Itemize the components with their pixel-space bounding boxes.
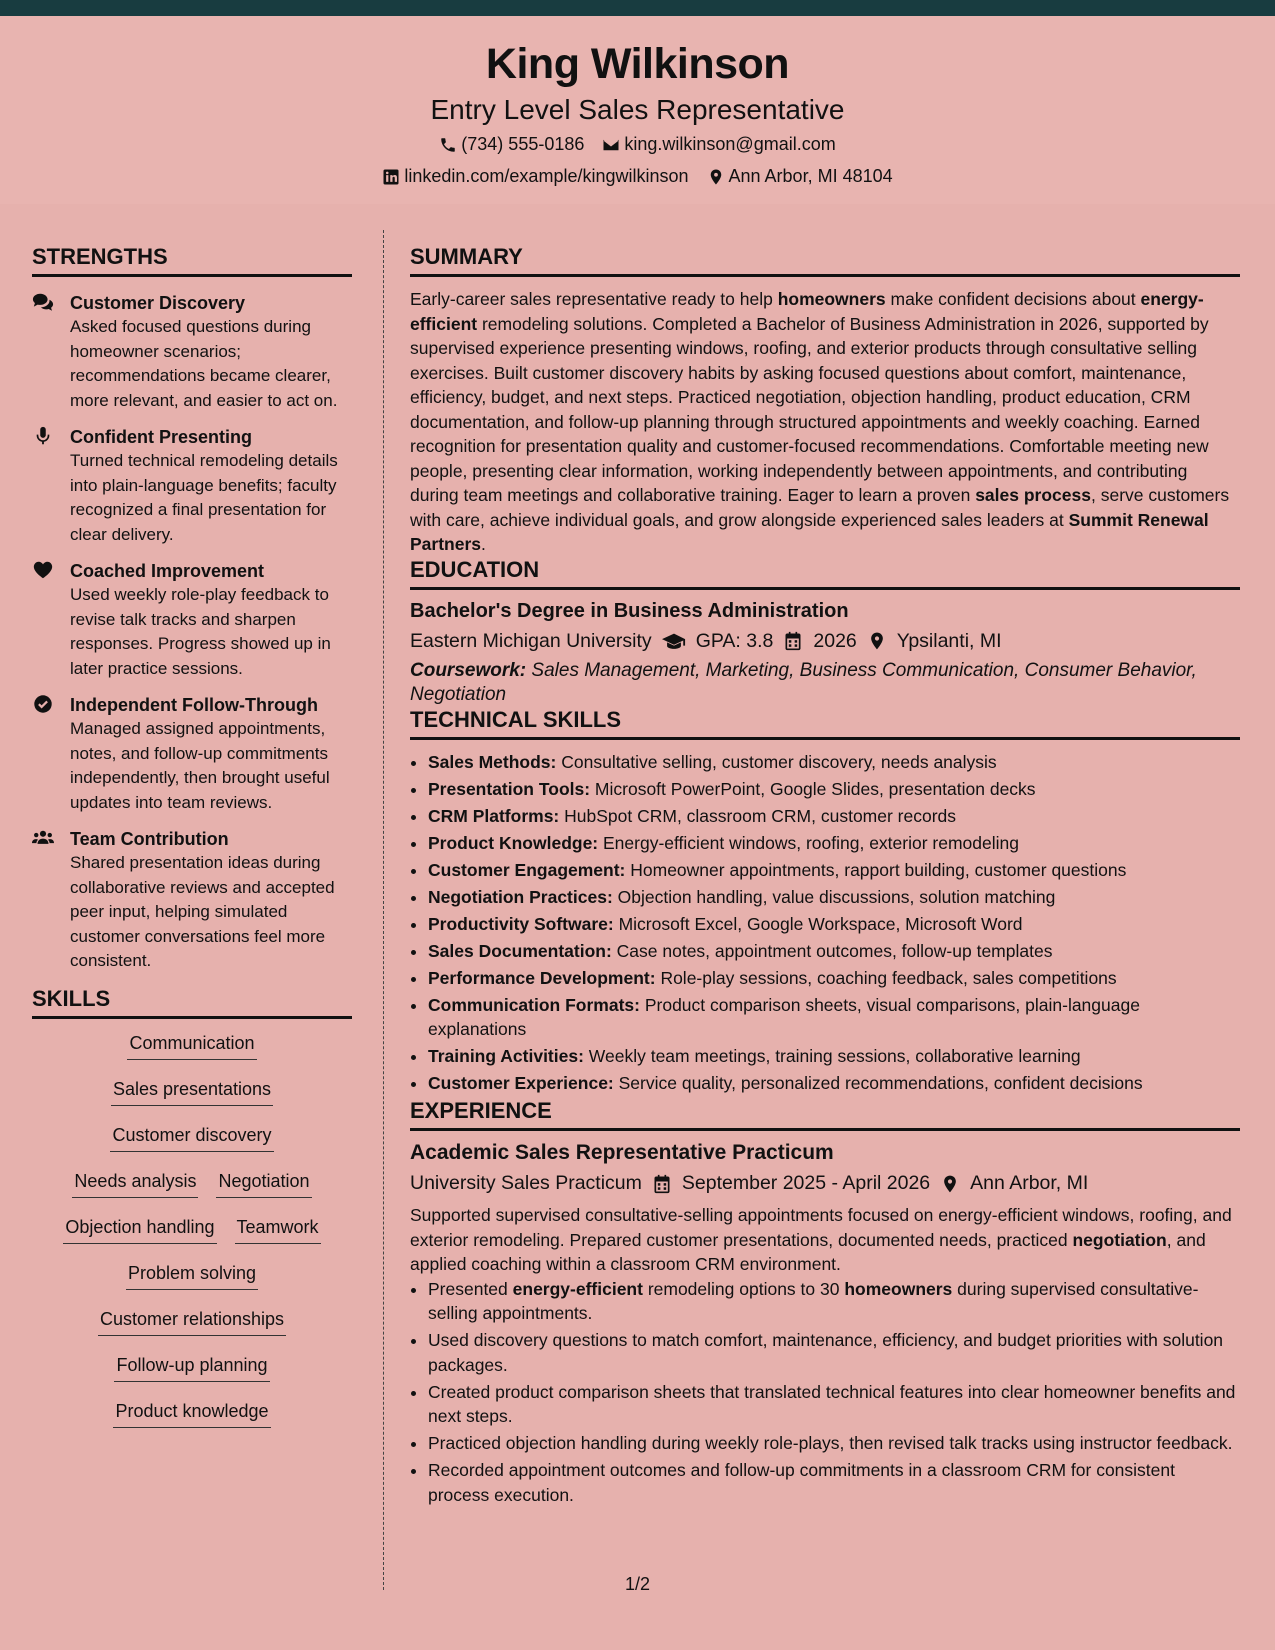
list-item: • Sales Documentation: Case notes, appointment outcomes, follow-up templates [428,939,1240,964]
linkedin-text[interactable]: linkedin.com/example/kingwilkinson [404,166,689,186]
strength-item [32,291,352,413]
list-item: • Customer Engagement: Homeowner appointments, rapport building, customer questions [428,858,1240,883]
resume-header [0,16,1275,204]
strength-item [32,425,352,547]
column-divider [383,230,384,1590]
skill-tag: Negotiation [216,1169,311,1198]
skill-tag: Follow-up planning [114,1353,269,1382]
job-details [410,1172,1240,1195]
users-icon [32,828,54,848]
summary-text: Early-career sales representative ready to help homeowners make confident decisions about energy-efficient remodeling solutions. Completed a Bachelor of Business Administration in 2026, supported by supervised experience presenting windows, roofing, and exterior products through consultative selling exercises. Built customer discovery habits by asking focused questions about comfort, maintenance, efficiency, budget, and next steps. Practiced negotiation, objection handling, product education, CRM documentation, and follow-up planning through structured appointments and weekly coaching. Earned recognition for presentation quality and customer-focused recommendations. Comfortable meeting new people, presenting clear information, working independently between appointments, and contributing during team meetings and collaborative training. Eager to learn a proven sales process, serve customers with care, achieve individual goals, and grow alongside experienced sales leaders at Summit Renewal Partners. [410,289,1230,554]
envelope-icon [602,136,620,154]
list-item: • Presentation Tools: Microsoft PowerPoint, Google Slides, presentation decks [428,777,1240,802]
skill-tag: Sales presentations [111,1077,273,1106]
list-item: • Used discovery questions to match comfort, maintenance, efficiency, and budget priorities with solution packages. [428,1328,1240,1377]
linkedin-icon [382,168,400,186]
strength-title: Coached Improvement [70,561,265,581]
candidate-title: Entry Level Sales Representative [430,94,845,125]
contact-row-2 [0,166,1275,187]
contact-row-1 [0,134,1275,155]
school-location: Ypsilanti, MI [896,629,1002,652]
strength-desc: Used weekly role-play feedback to revise talk tracks and sharpen responses. Progress showed up in later practice sessions. [70,585,331,678]
list-item: • Communication Formats: Product comparison sheets, visual comparisons, plain-language explanations [428,993,1240,1042]
strength-desc: Asked focused questions during homeowner scenarios; recommendations became clearer, more relevant, and easier to act on. [70,317,338,410]
skill-tag: Objection handling [63,1215,216,1244]
comments-icon [32,292,54,312]
location-item [707,166,893,187]
graduation-cap-icon [662,631,686,651]
experience-heading: EXPERIENCE [410,1098,1240,1131]
calendar-icon [652,1174,672,1194]
strength-title: Customer Discovery [70,293,246,313]
list-item: • Training Activities: Weekly team meetings, training sessions, collaborative learning [428,1044,1240,1069]
summary-heading: SUMMARY [410,244,1240,277]
email-text[interactable]: king.wilkinson@gmail.com [624,134,836,154]
strength-desc: Shared presentation ideas during collaborative reviews and accepted peer input, helping simulated customer conversations feel more consistent. [70,853,335,970]
skill-tag: Customer relationships [98,1307,286,1336]
list-item: • Presented energy-efficient remodeling options to 30 homeowners during supervised consultative-selling appointments. [428,1277,1240,1326]
education-heading: EDUCATION [410,557,1240,590]
technical-skills-list [410,750,1240,1096]
candidate-name: King Wilkinson [485,40,790,88]
left-column [32,244,352,1428]
linkedin-item[interactable] [382,166,688,187]
job-bullets [410,1277,1240,1508]
graduation-year: 2026 [813,629,857,652]
job-location: Ann Arbor, MI [970,1172,1089,1194]
list-item: • CRM Platforms: HubSpot CRM, classroom CRM, customer records [428,804,1240,829]
list-item: • Recorded appointment outcomes and follow-up commitments in a classroom CRM for consistent process execution. [428,1458,1240,1507]
strength-title: Team Contribution [70,829,229,849]
top-accent-bar [0,0,1275,16]
phone-icon [439,136,457,154]
skills-heading: SKILLS [32,986,352,1019]
skill-tag: Needs analysis [72,1169,198,1198]
skill-tag: Product knowledge [113,1399,270,1428]
organization: University Sales Practicum [410,1172,642,1194]
skill-tag: Problem solving [126,1261,258,1290]
strength-item [32,693,352,815]
strength-item [32,827,352,974]
location-text: Ann Arbor, MI 48104 [728,166,893,186]
heart-icon [32,560,54,580]
degree-title: Bachelor's Degree in Business Administration [410,599,849,622]
strength-desc: Managed assigned appointments, notes, and follow-up commitments independently, then brought useful updates into team reviews. [70,719,330,812]
email-item[interactable] [602,134,835,155]
calendar-icon [783,631,803,651]
map-pin-icon [940,1174,960,1194]
skill-tag: Communication [127,1031,256,1060]
strength-title: Independent Follow-Through [70,695,318,715]
strengths-list [32,291,352,974]
education-details [410,630,1240,653]
technical-skills-heading: TECHNICAL SKILLS [410,707,1240,740]
phone-text: (734) 555-0186 [461,134,585,154]
map-pin-icon [707,168,725,186]
coursework: Coursework: Sales Management, Marketing, Business Communication, Consumer Behavior, Negotiation [410,659,1197,705]
skill-tag: Customer discovery [110,1123,273,1152]
check-circle-icon [32,694,54,714]
list-item: • Performance Development: Role-play sessions, coaching feedback, sales competitions [428,966,1240,991]
list-item: • Product Knowledge: Energy-efficient windows, roofing, exterior remodeling [428,831,1240,856]
strength-item [32,559,352,681]
list-item: • Practiced objection handling during weekly role-plays, then revised talk tracks using instructor feedback. [428,1431,1240,1456]
list-item: • Customer Experience: Service quality, personalized recommendations, confident decisions [428,1071,1240,1096]
skill-tag: Teamwork [235,1215,321,1244]
list-item: • Productivity Software: Microsoft Excel, Google Workspace, Microsoft Word [428,912,1240,937]
map-pin-icon [867,631,887,651]
job-intro: Supported supervised consultative-selling appointments focused on energy-efficient windows, roofing, and exterior remodeling. Prepared customer presentations, documented needs, practiced negotiation, and applied coaching within a classroom CRM environment. [410,1205,1232,1274]
job-title: Academic Sales Representative Practicum [410,1141,834,1164]
strength-desc: Turned technical remodeling details into plain-language benefits; faculty recognized a final presentation for clear delivery. [70,451,338,544]
right-column [410,244,1240,1510]
school-name: Eastern Michigan University [410,629,652,652]
strengths-heading: STRENGTHS [32,244,352,277]
list-item: • Created product comparison sheets that translated technical features into clear homeowner benefits and next steps. [428,1380,1240,1429]
skills-list [32,1031,352,1428]
job-dates: September 2025 - April 2026 [681,1172,931,1194]
microphone-icon [32,426,54,446]
page-indicator: 1/2 [624,1574,651,1594]
gpa-text: GPA: 3.8 [695,629,774,652]
strength-title: Confident Presenting [70,427,253,447]
list-item: • Negotiation Practices: Objection handling, value discussions, solution matching [428,885,1240,910]
phone-item [439,134,584,155]
list-item: • Sales Methods: Consultative selling, customer discovery, needs analysis [428,750,1240,775]
